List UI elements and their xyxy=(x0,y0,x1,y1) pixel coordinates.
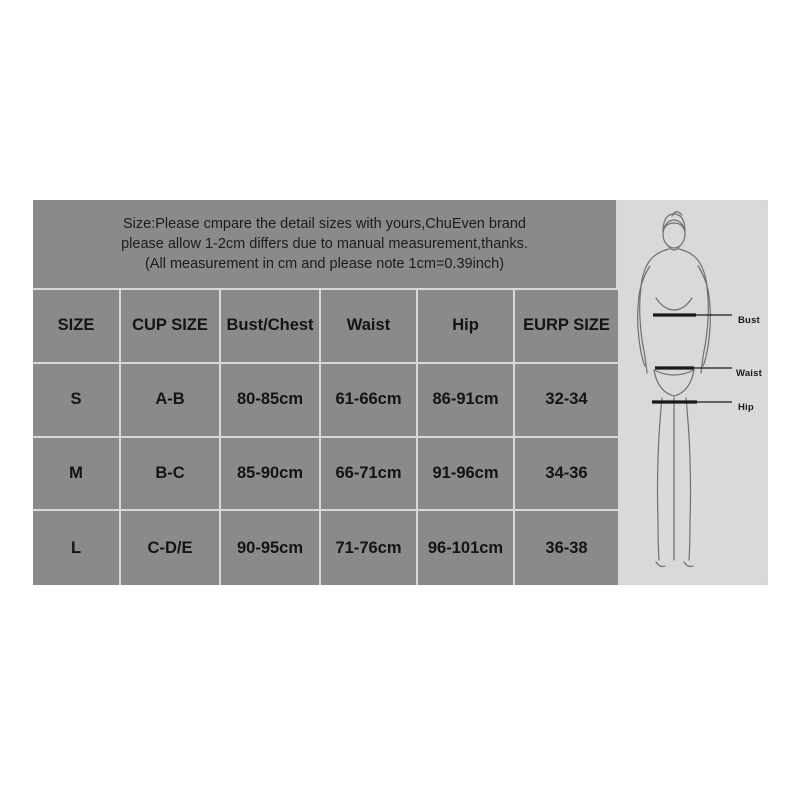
size-chart xyxy=(33,200,768,585)
cell-bust: 80-85cm xyxy=(221,364,321,438)
size-note-line-1: Size:Please cmpare the detail sizes with yours,ChuEven brand xyxy=(123,216,526,232)
cell-hip: 96-101cm xyxy=(418,511,515,585)
cell-hip: 91-96cm xyxy=(418,438,515,512)
cell-size: L xyxy=(33,511,121,585)
size-note-line-3: (All measurement in cm and please note 1cm=0.39inch) xyxy=(144,256,505,272)
cell-waist: 71-76cm xyxy=(321,511,418,585)
column-header-eurp-size: EURP SIZE xyxy=(515,290,618,364)
figure-label-hip: Hip xyxy=(738,402,754,413)
table-row xyxy=(33,364,618,438)
table-header-row xyxy=(33,290,618,364)
cell-waist: 61-66cm xyxy=(321,364,418,438)
size-table-grid xyxy=(33,290,618,585)
table-row xyxy=(33,511,618,585)
cell-eurp-size: 34-36 xyxy=(515,438,618,512)
figure-label-waist: Waist xyxy=(736,368,762,379)
column-header-cup-size: CUP SIZE xyxy=(121,290,221,364)
cell-eurp-size: 32-34 xyxy=(515,364,618,438)
cell-size: M xyxy=(33,438,121,512)
column-header-size: SIZE xyxy=(33,290,121,364)
column-header-bust: Bust/Chest xyxy=(221,290,321,364)
table-row xyxy=(33,438,618,512)
size-note xyxy=(33,200,618,290)
cell-waist: 66-71cm xyxy=(321,438,418,512)
column-header-waist: Waist xyxy=(321,290,418,364)
column-header-hip: Hip xyxy=(418,290,515,364)
cell-bust: 90-95cm xyxy=(221,511,321,585)
cell-cup-size: B-C xyxy=(121,438,221,512)
cell-hip: 86-91cm xyxy=(418,364,515,438)
figure-label-bust: Bust xyxy=(738,315,760,326)
size-table xyxy=(33,200,618,585)
size-note-line-2: please allow 1-2cm differs due to manual measurement,thanks. xyxy=(121,236,528,252)
cell-bust: 85-90cm xyxy=(221,438,321,512)
cell-eurp-size: 36-38 xyxy=(545,538,588,557)
measurement-figure-panel xyxy=(618,200,768,585)
female-body-figure-icon xyxy=(620,202,766,583)
cell-cup-size: A-B xyxy=(121,364,221,438)
cell-cup-size: C-D/E xyxy=(121,511,221,585)
cell-size: S xyxy=(33,364,121,438)
